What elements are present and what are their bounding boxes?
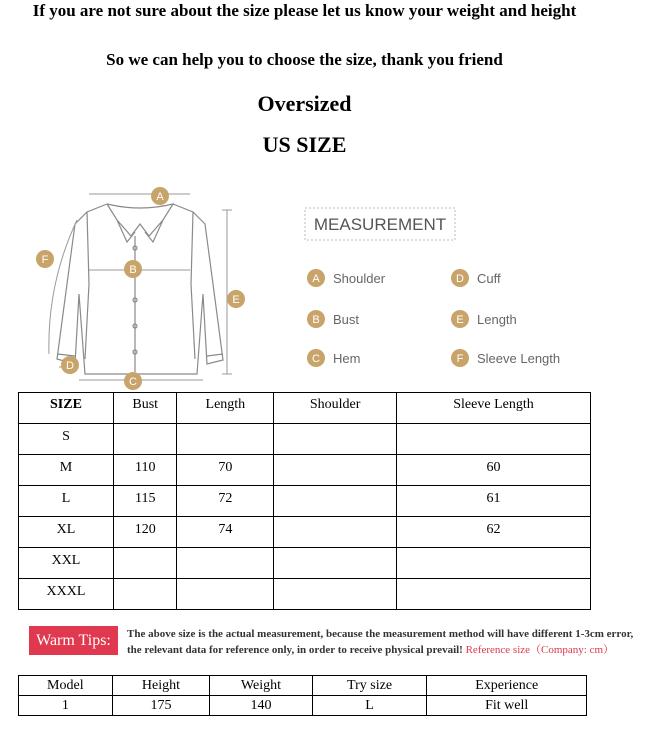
col-length: Length (177, 393, 274, 424)
cell (274, 424, 397, 455)
legend-bust (307, 310, 359, 328)
marker-d-diagram (61, 356, 79, 374)
col-bust: Bust (113, 393, 177, 424)
dimension-lines (49, 194, 232, 380)
cell: 60 (396, 455, 590, 486)
svg-text:F: F (456, 353, 464, 365)
svg-text:C: C (312, 353, 320, 365)
svg-text:D: D (456, 273, 464, 285)
measurement-title: MEASUREMENT (313, 215, 447, 234)
warm-tips-badge: Warm Tips: (29, 626, 118, 655)
cell (274, 486, 397, 517)
cell: 115 (113, 486, 177, 517)
cell (396, 424, 590, 455)
cell: 74 (177, 517, 274, 548)
size-region-title: US SIZE (262, 132, 347, 157)
col-model: Model (19, 676, 113, 696)
col-height: Height (112, 676, 210, 696)
cell: 70 (177, 455, 274, 486)
cell (177, 548, 274, 579)
cell (274, 455, 397, 486)
tips-line-2: the relevant data for reference only, in order to receive physical prevail! (127, 644, 463, 656)
measurement-legend (307, 269, 560, 367)
svg-text:D: D (66, 360, 74, 372)
cell: 72 (177, 486, 274, 517)
fit-title: Oversized (257, 91, 352, 116)
cell (113, 579, 177, 610)
cell (113, 424, 177, 455)
cell (274, 517, 397, 548)
size-table-header (19, 393, 591, 424)
svg-text:C: C (129, 376, 137, 388)
legend-shoulder (307, 269, 386, 287)
col-shoulder: Shoulder (274, 393, 397, 424)
svg-text:A: A (312, 273, 320, 285)
legend-length (451, 310, 517, 328)
svg-text:B: B (312, 314, 320, 326)
shirt-illustration (57, 204, 223, 374)
cell: XXL (19, 548, 114, 579)
cell: 62 (396, 517, 590, 548)
marker-e-diagram (227, 290, 245, 308)
cell: 140 (210, 696, 312, 716)
svg-text:Sleeve Length: Sleeve Length (477, 351, 561, 366)
cell (396, 579, 590, 610)
col-weight: Weight (210, 676, 312, 696)
marker-f-diagram (36, 250, 54, 268)
header-line-2: So we can help you to choose the size, thank you friend (106, 50, 503, 69)
cell (274, 548, 397, 579)
tips-line-1: The above size is the actual measurement, because the measurement method will have different 1-3cm error, (127, 628, 634, 640)
header-line-1: If you are not sure about the size please let us know your weight and height (32, 1, 577, 20)
cell (177, 579, 274, 610)
table-row (19, 579, 591, 610)
svg-text:A: A (156, 191, 164, 203)
cell: 120 (113, 517, 177, 548)
cell: 61 (396, 486, 590, 517)
cell: XL (19, 517, 114, 548)
cell (274, 579, 397, 610)
cell: 175 (112, 696, 210, 716)
svg-text:Hem: Hem (333, 351, 361, 366)
cell: S (19, 424, 114, 455)
svg-text:Cuff: Cuff (477, 271, 501, 286)
svg-text:B: B (129, 264, 137, 276)
col-experience: Experience (427, 676, 587, 696)
cell: L (312, 696, 427, 716)
svg-text:E: E (456, 314, 464, 326)
cell: XXXL (19, 579, 114, 610)
cell (177, 424, 274, 455)
table-row (19, 548, 591, 579)
marker-a-diagram (151, 187, 169, 205)
col-sleeve-length: Sleeve Length (396, 393, 590, 424)
warm-tips-text (127, 626, 657, 658)
svg-text:F: F (41, 254, 49, 266)
marker-c-diagram (124, 372, 142, 390)
table-row (19, 696, 587, 716)
cell: M (19, 455, 114, 486)
measurement-diagram (27, 184, 587, 392)
cell: 1 (19, 696, 113, 716)
model-table-header (19, 676, 587, 696)
cell: L (19, 486, 114, 517)
marker-b-diagram (124, 260, 142, 278)
size-chart-table (18, 392, 591, 610)
legend-hem (307, 349, 360, 367)
cell: Fit well (427, 696, 587, 716)
table-row (19, 486, 591, 517)
model-fit-table (18, 675, 587, 716)
legend-cuff (451, 269, 501, 287)
table-row (19, 517, 591, 548)
tips-line-2-wrap (127, 642, 657, 658)
table-row (19, 455, 591, 486)
svg-text:Length: Length (477, 312, 517, 327)
legend-sleeve-length (451, 349, 560, 367)
table-row (19, 424, 591, 455)
tips-reference: Reference size（Company: cm） (465, 644, 615, 656)
cell (113, 548, 177, 579)
col-try-size: Try size (312, 676, 427, 696)
svg-text:E: E (232, 294, 240, 306)
svg-text:Bust: Bust (333, 312, 360, 327)
cell: 110 (113, 455, 177, 486)
svg-text:Shoulder: Shoulder (333, 271, 386, 286)
col-size: SIZE (19, 393, 114, 424)
cell (396, 548, 590, 579)
